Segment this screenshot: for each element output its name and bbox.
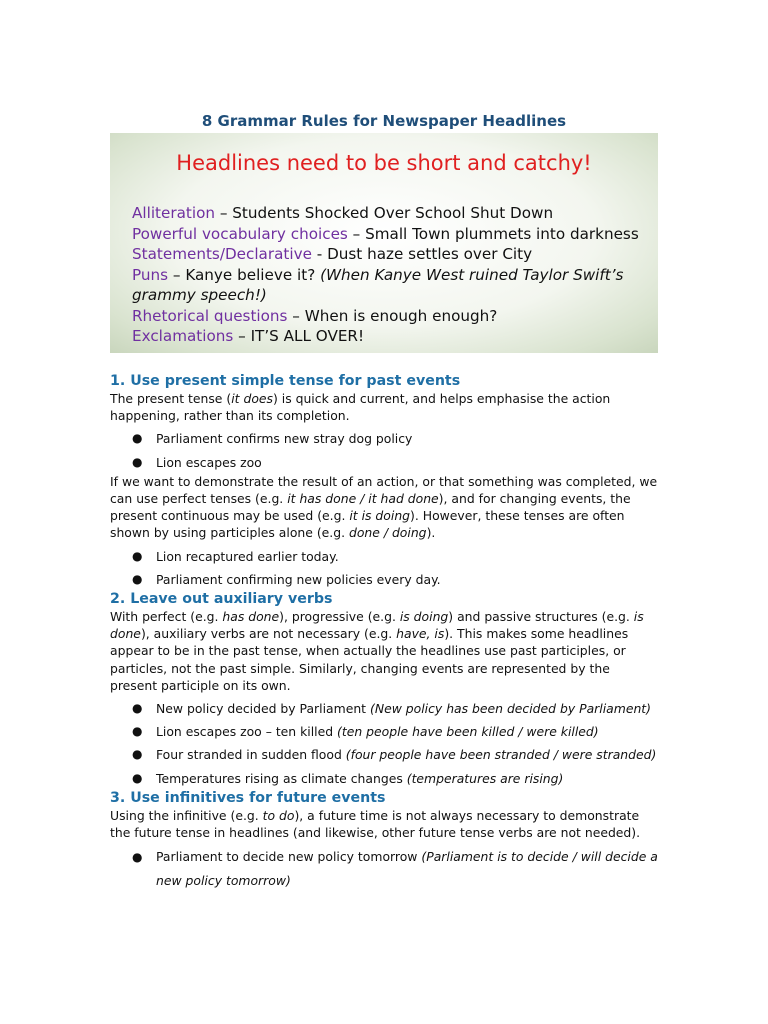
list-item: ● Temperatures rising as climate changes (temperatures are rising) bbox=[132, 770, 564, 786]
bullet-icon: ● bbox=[132, 724, 143, 739]
banner-lines bbox=[132, 203, 642, 347]
list-item: ● Parliament to decide new policy tomorrow (Parliament is to decide / will decide a new policy tomorrow) bbox=[110, 845, 658, 893]
list-item: ● Parliament confirms new stray dog policy bbox=[132, 431, 413, 447]
headline-banner-image bbox=[110, 133, 658, 353]
list-item: ● Four stranded in sudden flood (four people have been stranded / were stranded) bbox=[132, 747, 657, 763]
bullet-icon: ● bbox=[132, 454, 143, 469]
banner-label: Rhetorical questions bbox=[132, 306, 288, 325]
section-heading-3: 3. Use infinitives for future events bbox=[110, 789, 386, 806]
banner-label: Exclamations bbox=[132, 327, 234, 345]
banner-example: Small Town plummets into darkness bbox=[365, 224, 639, 243]
banner-heading: Headlines need to be short and catchy! bbox=[176, 151, 592, 175]
list-item: ● New policy decided by Parliament (New policy has been decided by Parliament) bbox=[132, 701, 651, 717]
banner-example: Dust haze settles over City bbox=[327, 245, 533, 263]
paragraph: If we want to demonstrate the result of an action, or that something was completed, we can use perfect tenses (e.g. it has done / it had done), and for changing events, the present continuous may be used (e.g. it is doing). However, these tenses are often shown by using participles alone (e.g. done / doing). bbox=[110, 473, 658, 541]
page-title: 8 Grammar Rules for Newspaper Headlines bbox=[201, 112, 567, 130]
banner-label: Statements/Declarative bbox=[132, 245, 312, 263]
section-heading-1: 1. Use present simple tense for past events bbox=[110, 373, 461, 389]
banner-line-rhetorical bbox=[132, 306, 642, 327]
banner-example: Students Shocked Over School Shut Down bbox=[232, 204, 554, 222]
banner-sep: – bbox=[347, 224, 366, 243]
banner-sep: – bbox=[233, 327, 251, 345]
bullet-icon: ● bbox=[132, 770, 143, 785]
banner-label: Alliteration bbox=[132, 204, 215, 222]
banner-example: IT’S ALL OVER! bbox=[250, 327, 365, 345]
banner-sep: – bbox=[287, 306, 305, 325]
banner-sep: - bbox=[311, 245, 328, 263]
bullet-list bbox=[110, 845, 658, 893]
banner-example: When is enough enough? bbox=[304, 306, 498, 325]
banner-line-puns bbox=[132, 265, 642, 306]
banner-label: Puns bbox=[132, 265, 169, 284]
bullet-list bbox=[110, 430, 658, 470]
bullet-list bbox=[110, 700, 658, 787]
banner-example: Kanye believe it? bbox=[185, 265, 321, 284]
paragraph: The present tense (it does) is quick and current, and helps emphasise the action happening, rather than its completion. bbox=[110, 391, 611, 424]
bullet-icon: ● bbox=[132, 850, 143, 865]
banner-sep: – bbox=[215, 204, 233, 222]
bullet-icon: ● bbox=[132, 701, 143, 716]
banner-line-alliteration bbox=[132, 203, 642, 224]
banner-line-exclamations bbox=[132, 326, 642, 347]
banner-line-vocabulary bbox=[132, 224, 642, 245]
bullet-icon: ● bbox=[132, 571, 143, 586]
banner-sep: – bbox=[168, 265, 186, 284]
paragraph: With perfect (e.g. has done), progressive (e.g. is doing) and passive structures (e.g. is done), auxiliary verbs are not necessary (e.g. have, is). This makes some headlines appear to be in the past tense, when actually the headlines use past participles, or particles, not the past simple. Similarly, changing events are represented by the present participle on its own. bbox=[110, 609, 644, 693]
banner-example-note: (When Kanye West ruined Taylor Swift’s grammy speech!) bbox=[132, 265, 624, 304]
paragraph: Using the infinitive (e.g. to do), a future time is not always necessary to demonstrate the future tense in headlines (and likewise, other future tense verbs are not needed). bbox=[110, 807, 641, 841]
banner-line-statements bbox=[132, 244, 642, 265]
bullet-icon: ● bbox=[132, 747, 143, 762]
document-body bbox=[110, 372, 658, 899]
bullet-icon: ● bbox=[132, 548, 143, 563]
section-heading-2: 2. Leave out auxiliary verbs bbox=[110, 591, 333, 608]
bullet-icon: ● bbox=[132, 431, 143, 446]
list-item: ● Lion recaptured earlier today. bbox=[132, 548, 339, 564]
bullet-list bbox=[110, 548, 658, 588]
list-item: ● Lion escapes zoo bbox=[132, 454, 262, 470]
banner-label: Powerful vocabulary choices bbox=[132, 224, 348, 243]
list-item: ● Parliament confirming new policies every day. bbox=[132, 571, 441, 587]
list-item: ● Lion escapes zoo – ten killed (ten people have been killed / were killed) bbox=[132, 724, 599, 740]
